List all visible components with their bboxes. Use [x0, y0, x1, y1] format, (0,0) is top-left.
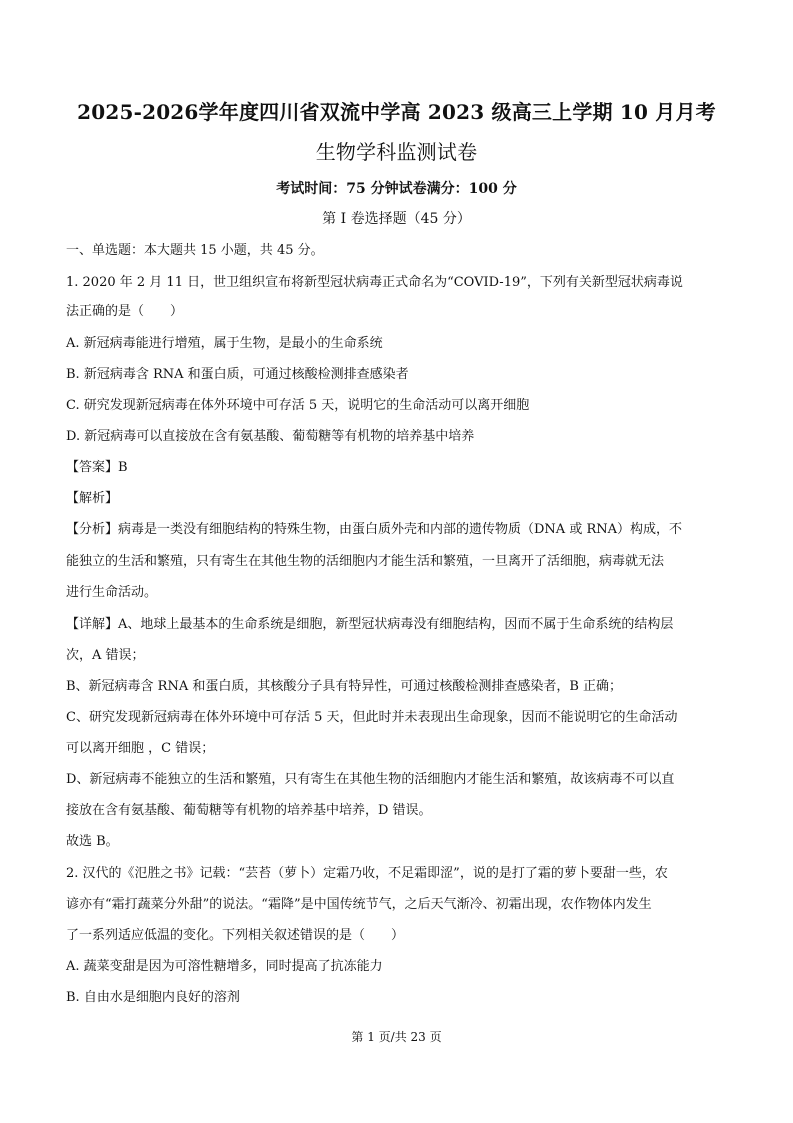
q1-analysis-label: 【解析】 [66, 491, 119, 506]
q1-answer: 【答案】B [66, 460, 128, 475]
q1-xiangjie-d2: 接放在含有氨基酸、葡萄糖等有机物的培养基中培养，D 错误。 [66, 803, 432, 818]
page-number-footer: 第 1 页/共 23 页 [351, 1030, 442, 1044]
q1-fenxi-line2: 能独立的生活和繁殖，只有寄生在其他生物的活细胞内才能生活和繁殖，一旦离开了活细胞，病毒就无法 [66, 554, 665, 569]
q2-stem-line1: 2. 汉代的《氾胜之书》记载：“芸苔（萝卜）定霜乃收，不足霜即涩”，说的是打了霜的萝卜要甜一些，农 [66, 866, 668, 881]
q1-option-c: C. 研究发现新冠病毒在体外环境中可存活 5 天，说明它的生命活动可以离开细胞 [66, 398, 530, 413]
q1-option-d: D. 新冠病毒可以直接放在含有氨基酸、葡萄糖等有机物的培养基中培养 [66, 429, 475, 444]
q2-option-b: B. 自由水是细胞内良好的溶剂 [66, 990, 240, 1005]
q1-stem-line2: 法正确的是（ ） [66, 304, 184, 319]
section-title: 第 I 卷选择题（45 分） [322, 211, 471, 227]
exam-title-line1: 2025-2026学年度四川省双流中学高 2023 级高三上学期 10 月月考 [77, 100, 716, 124]
q1-fenxi-line1: 【分析】病毒是一类没有细胞结构的特殊生物，由蛋白质外壳和内部的遗传物质（DNA 或 RNA）构成，不 [66, 522, 683, 537]
q1-xiangjie-c2: 可以离开细胞 ，C 错误； [66, 741, 215, 756]
q2-stem-line2: 谚亦有“霜打蔬菜分外甜”的说法。“霜降”是中国传统节气，之后天气渐冷、初霜出现，农作物体内发生 [66, 897, 652, 912]
q1-xiangjie-b: B、新冠病毒含 RNA 和蛋白质，其核酸分子具有特异性，可通过核酸检测排查感染者，B 正确； [66, 679, 623, 694]
q1-option-b: B. 新冠病毒含 RNA 和蛋白质，可通过核酸检测排查感染者 [66, 367, 409, 382]
q1-xiangjie-c1: C、研究发现新冠病毒在体外环境中可存活 5 天，但此时并未表现出生命现象，因而不能说明它的生命活动 [66, 710, 678, 725]
q2-stem-line3: 了一系列适应低温的变化。下列相关叙述错误的是（ ） [66, 928, 405, 943]
q2-option-a: A. 蔬菜变甜是因为可溶性糖增多，同时提高了抗冻能力 [66, 959, 383, 974]
q1-stem-line1: 1. 2020 年 2 月 11 日，世卫组织宣布将新型冠状病毒正式命名为“COVID-19”，下列有关新型冠状病毒说 [66, 275, 683, 290]
q1-conclusion: 故选 B。 [66, 834, 119, 849]
q1-xiangjie-d1: D、新冠病毒不能独立的生活和繁殖，只有寄生在其他生物的活细胞内才能生活和繁殖，故该病毒不可以直 [66, 772, 675, 787]
q1-fenxi-line3: 进行生命活动。 [66, 585, 158, 600]
q1-xiangjie-line1: 【详解】A、地球上最基本的生命系统是细胞，新型冠状病毒没有细胞结构，因而不属于生命系统的结构层 [66, 617, 674, 632]
exam-info: 考试时间：75 分钟试卷满分：100 分 [276, 181, 517, 197]
q1-xiangjie-line2: 次，A 错误； [66, 648, 145, 663]
section-heading: 一、单选题：本大题共 15 小题，共 45 分。 [66, 243, 324, 258]
q1-option-a: A. 新冠病毒能进行增殖，属于生物，是最小的生命系统 [66, 336, 383, 351]
exam-title-line2: 生物学科监测试卷 [315, 140, 478, 164]
